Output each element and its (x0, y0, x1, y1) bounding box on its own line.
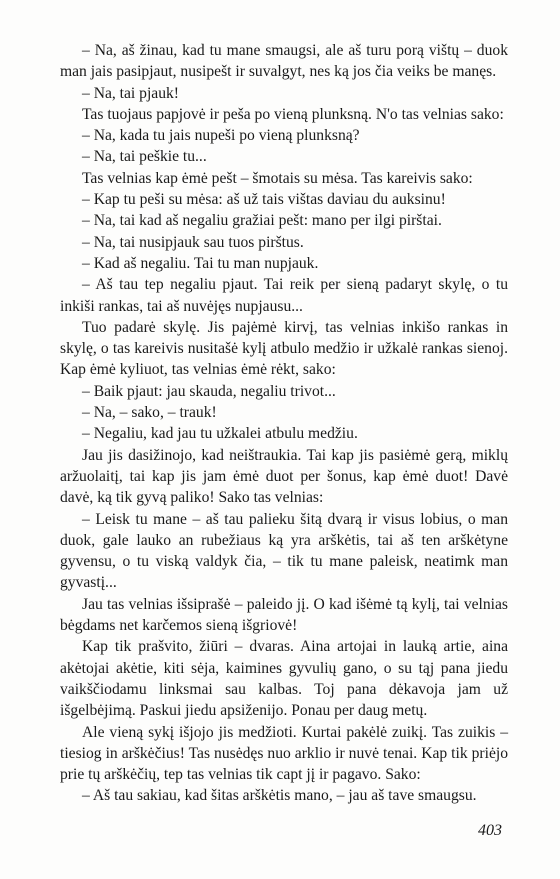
page-number: 403 (478, 822, 502, 839)
paragraph: – Kap tu peši su mėsa: aš už tais vištas daviau du auksinu! (82, 191, 446, 209)
paragraph: – Na, – sako, – trauk! (82, 404, 217, 422)
paragraph: – Aš tau tep negaliu pjaut. Tai reik per sieną padaryt skylę, o tu inkiši rankas, tai aš nuvėjęs nupjausu... (60, 276, 508, 315)
paragraph: – Kad aš negaliu. Tai tu man nupjauk. (82, 254, 319, 272)
paragraph: – Na, tai nusipjauk sau tuos pirštus. (82, 233, 304, 251)
paragraph: – Na, tai peškie tu... (82, 148, 207, 166)
paragraph: Kap tik prašvito, žiūri – dvaras. Aina artojai in lauką artie, aina akėtojai akėtie, kiti sėja, kaimines gyvulių gano, o su tąj pana jiedu vaikščiodamu linksmai sau kalbas. Toj pana dėkavoja jam už išgelbėjimą. Paskui jiedu apsiženijo. Ponau per daug metų. (60, 638, 508, 720)
paragraph: Jau jis dasižinojo, kad neištraukia. Tai kap jis pasiėmė gerą, miklų aržuolaitį, tai kap jis jam ėmė duot per šonus, kap ėmė duot! Davė davė, ką tik gyvą paliko! Sako tas velnias: (60, 446, 508, 507)
paragraph: Tas tuojaus papjovė ir peša po vieną plunksną. N'o tas velnias sako: (82, 105, 504, 123)
paragraph: Tas velnias kap ėmė pešt – šmotais su mėsa. Tas kareivis sako: (82, 169, 473, 187)
paragraph: Jau tas velnias išsiprašė – paleido jį. O kad išėmė tą kylį, tai velnias bėgdams net karčemos sieną išgriovė! (60, 595, 508, 635)
paragraph: – Na, tai kad aš negaliu gražiai pešt: mano per ilgi pirštai. (82, 212, 442, 230)
paragraph: – Baik pjaut: jau skauda, negaliu trivot... (82, 382, 336, 400)
paragraph: – Na, kada tu jais nupeši po vieną plunksną? (82, 127, 360, 145)
paragraph: Tuo padarė skylę. Jis pajėmė kirvį, tas velnias inkišo rankas in skylę, o tas kareivis nusitašė kylį atbulo medžio ir užkalė rankas sienoj. Kap ėmė kyliuot, tas velnias ėmė rėkt, sako: (60, 318, 508, 379)
paragraph: Ale vieną sykį išjojo jis medžioti. Kurtai pakėlė zuikį. Tas zuikis – tiesiog in arškėčius! Tas nusėdęs nuo arklio ir nuvė tenai. Kap tik priėjo prie tų arškėčių, tep tas velnias tik capt jį ir pagavo. Sako: (60, 723, 508, 784)
paragraph: – Negaliu, kad jau tu užkalei atbulu medžiu. (82, 425, 358, 443)
body-text (60, 40, 508, 807)
paragraph: – Na, tai pjauk! (82, 84, 179, 102)
paragraph: – Leisk tu mane – aš tau palieku šitą dvarą ir visus lobius, o man duok, gale lauko an rubežiaus ką yra arškėtis, tai aš ten arškėtyne gyvensu, o tu viską valdyk čia, – tik tu mane paleisk, neatimk man gyvastį... (60, 510, 508, 592)
paragraph: – Na, aš žinau, kad tu mane smaugsi, ale aš turu porą vištų – duok man jais pasipjaut, nusipešt ir suvalgyt, nes ką jos čia veiks be manęs. (60, 42, 508, 81)
paragraph: – Aš tau sakiau, kad šitas arškėtis mano, – jau aš tave smaugsu. (82, 787, 477, 805)
